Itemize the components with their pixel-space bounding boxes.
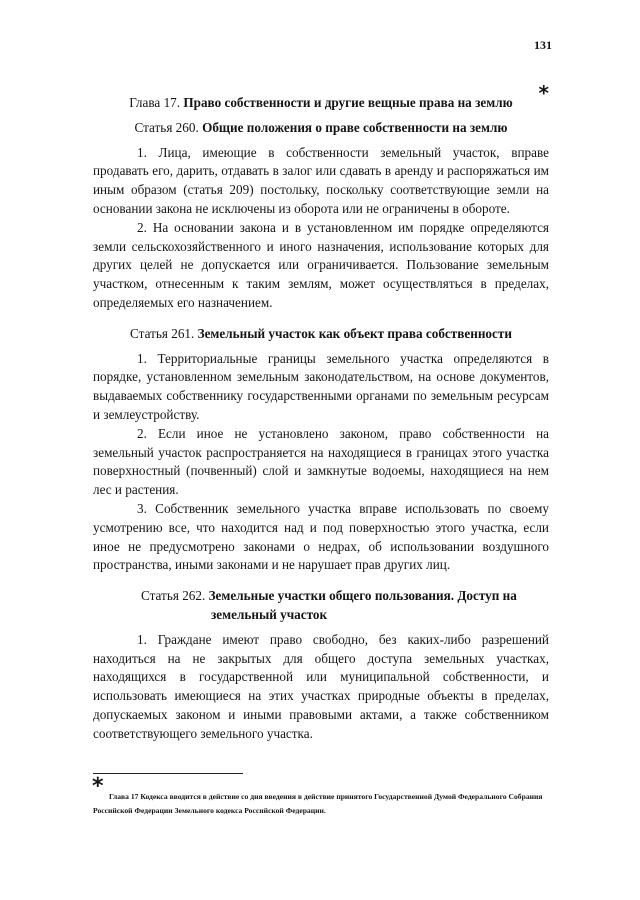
article-260-heading bbox=[93, 119, 549, 138]
article-261-paragraph-3: 3. Собственник земельного участка вправе использовать по своему усмотрению все, что находится над и под поверхностью этого участка, если иное не предусмотрено законами о недрах, об использовании воздушного пространства, иными законами и не нарушает прав других лиц. bbox=[93, 500, 549, 573]
article-262-paragraph-1: 1. Граждане имеют право свободно, без каких-либо разрешений находиться на не закрытых для общего доступа земельных участках, находящихся в государственной или муниципальной собственности, и использовать имеющиеся на этих участках природные объекты в пределах, допускаемых законом и иными правовыми актами, а также собственником соответствующего земельного участка. bbox=[93, 631, 549, 741]
document-body bbox=[93, 81, 549, 744]
footnote-reference-mark: * bbox=[538, 81, 549, 105]
article-title-line-1: Земельные участки общего пользования. Доступ на bbox=[208, 588, 517, 604]
article-title: Земельный участок как объект права собственности bbox=[197, 325, 512, 341]
article-title: Общие положения о праве собственности на землю bbox=[202, 119, 508, 135]
article-260-paragraph-1: 1. Лица, имеющие в собственности земельный участок, вправе продавать его, дарить, отдавать в залог или сдавать в аренду и распоряжаться им иным образом (статья 209) постольку, поскольку соответствующие земли на основании закона не исключены из оборота или не ограничены в обороте. bbox=[93, 144, 549, 216]
article-261-heading bbox=[93, 325, 549, 344]
article-261-paragraph-1: 1. Территориальные границы земельного участка определяются в порядке, установленном земельным законодательством, на основе документов, выдаваемых собственнику государственными органами по земельным ресурсам и землеустройству. bbox=[93, 350, 549, 422]
article-prefix: Статья 261. bbox=[130, 325, 195, 341]
article-262-heading bbox=[93, 587, 549, 625]
footnote-divider bbox=[93, 773, 243, 774]
article-prefix: Статья 262. bbox=[141, 588, 206, 604]
chapter-prefix: Глава 17. bbox=[129, 95, 181, 110]
article-prefix: Статья 260. bbox=[134, 119, 199, 135]
article-261-paragraph-2: 2. Если иное не установлено законом, право собственности на земельный участок распространяется на находящиеся в границах этого участка поверхностный (почвенный) слой и замкнутые водоемы, находящиеся на нем лес и растения. bbox=[93, 425, 549, 498]
footnote-mark: * bbox=[92, 774, 104, 799]
article-260-paragraph-2: 2. На основании закона и в установленном им порядке определяются земли сельскохозяйственного и иного назначения, использование которых для других целей не допускается или ограничивается. Пользование земельным участком, отнесенным к таким землям, может осуществляться в пределах, определяемых его назначением. bbox=[93, 219, 549, 310]
article-title-line-2: земельный участок bbox=[211, 606, 328, 622]
page-number: 131 bbox=[534, 38, 552, 52]
chapter-heading bbox=[93, 81, 549, 113]
footnote-text: Глава 17 Кодекса вводится в действие со дня введения в действие принятого Государственной Думой Федерального Собрания Российской Федерации Земельного кодекса Российской Федерации. bbox=[93, 792, 543, 815]
chapter-title: Право собственности и другие вещные права на землю bbox=[183, 95, 513, 110]
